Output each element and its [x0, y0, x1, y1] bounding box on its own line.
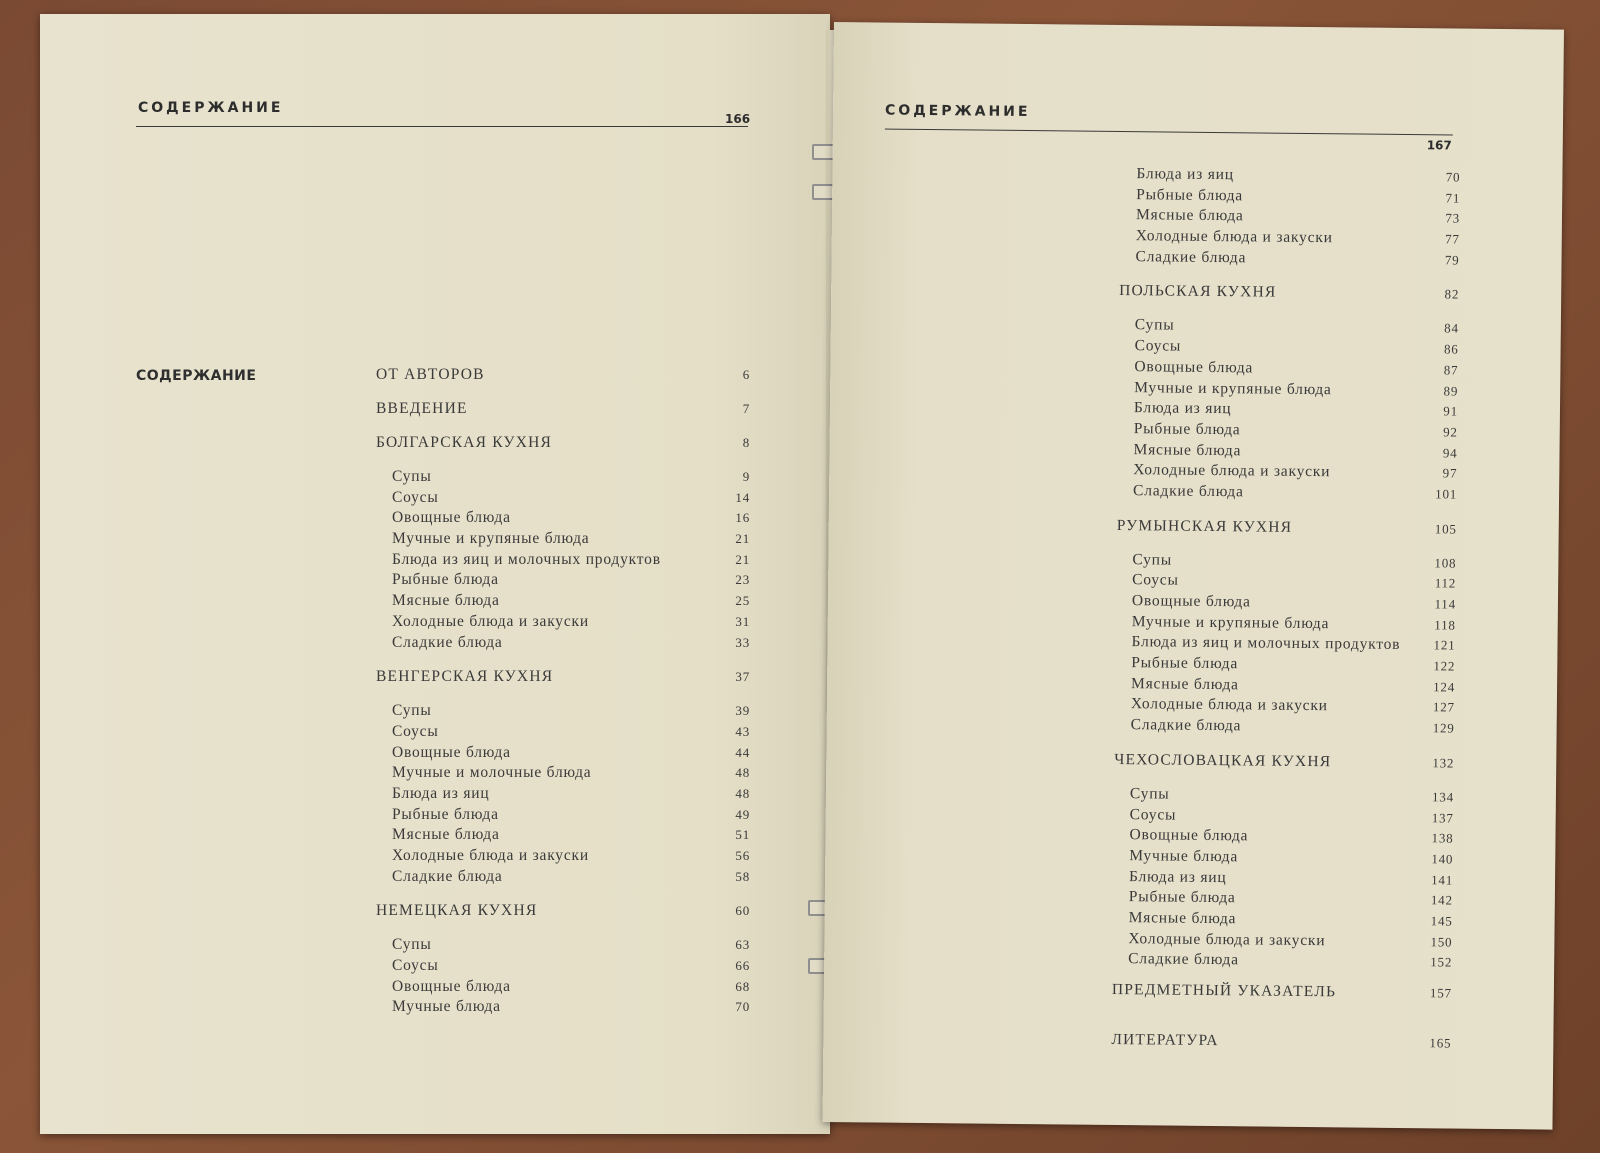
header-rule — [136, 126, 748, 127]
toc-entry-label: Мясные блюда — [392, 592, 500, 610]
toc-page-number: 121 — [1433, 637, 1456, 653]
toc-page-number: 157 — [1429, 985, 1452, 1001]
toc-entry-label: Овощные блюда — [1131, 592, 1251, 611]
toc-entry-label: Рыбные блюда — [392, 805, 499, 823]
toc-entry-label: Мучные блюда — [1129, 847, 1239, 866]
toc-entry-label: Холодные блюда и закуски — [1133, 461, 1331, 481]
toc-page-number: 82 — [1444, 286, 1460, 302]
toc-page-number: 37 — [735, 669, 750, 685]
toc-page-number: 165 — [1429, 1035, 1452, 1051]
toc-page-number: 16 — [735, 510, 750, 526]
toc-entry-label: БОЛГАРСКАЯ КУХНЯ — [376, 434, 553, 451]
toc-entry-label: Супы — [392, 936, 432, 954]
toc-entry-label: Овощные блюда — [392, 977, 511, 995]
toc-page-number: 25 — [735, 593, 750, 609]
toc-page-number: 142 — [1430, 892, 1453, 908]
toc-entry — [376, 702, 750, 723]
toc-page-number: 127 — [1432, 699, 1455, 715]
toc-page-number: 118 — [1434, 617, 1456, 633]
right-page — [822, 22, 1563, 1130]
toc-entry — [376, 723, 750, 744]
toc-entry — [376, 468, 750, 489]
toc-page-number: 140 — [1431, 851, 1454, 867]
toc-page-number: 91 — [1443, 403, 1459, 419]
toc-entry — [376, 978, 750, 999]
toc-entry-label: Рыбные блюда — [1136, 185, 1244, 204]
toc-section — [1114, 751, 1454, 789]
toc-page-number: 48 — [735, 765, 750, 781]
toc-entry — [1117, 482, 1457, 506]
toc-entry-label: Блюда из яиц — [1136, 165, 1234, 184]
toc-entry — [376, 592, 750, 613]
toc-page-number: 150 — [1430, 933, 1453, 950]
toc-page-number: 31 — [735, 613, 750, 629]
toc-entry-label: Блюда из яиц и молочных продуктов — [392, 550, 661, 568]
toc-page-number: 9 — [742, 469, 750, 484]
toc-entry — [1115, 716, 1455, 740]
toc-page-number: 23 — [735, 572, 750, 588]
toc-entry — [376, 613, 750, 634]
toc-page-number: 43 — [735, 723, 750, 739]
toc-entry-label: Мучные и молочные блюда — [392, 764, 592, 782]
toc-page-number: 56 — [735, 848, 750, 863]
toc-entry-label: Сладкие блюда — [392, 867, 503, 885]
toc-entry-label: Супы — [1129, 784, 1170, 803]
toc-page-number: 137 — [1431, 809, 1454, 826]
toc-entry — [376, 489, 750, 510]
toc-entry-label: Сладкие блюда — [392, 633, 503, 651]
toc-entry-label: ОТ АВТОРОВ — [376, 366, 485, 383]
toc-entry-label: НЕМЕЦКАЯ КУХНЯ — [376, 902, 538, 920]
toc-entry — [376, 847, 750, 868]
toc-page-number: 60 — [735, 903, 750, 919]
toc-page-number: 87 — [1443, 362, 1459, 378]
toc-entry-label: Мясные блюда — [1133, 440, 1242, 459]
toc-entry-label: ЧЕХОСЛОВАЦКАЯ КУХНЯ — [1114, 750, 1332, 771]
toc-entry-label: Овощные блюда — [1129, 826, 1249, 845]
toc-page-number: 124 — [1433, 679, 1456, 695]
toc-entry-label: Холодные блюда и закуски — [1135, 227, 1333, 247]
left-page — [40, 14, 830, 1134]
toc-section — [1119, 282, 1459, 320]
toc-entry-label: Соусы — [392, 722, 439, 740]
toc-section — [1111, 1031, 1451, 1075]
toc-entry-label: Овощные блюда — [1134, 357, 1254, 377]
toc-section — [376, 366, 750, 400]
toc-entry — [376, 998, 750, 1019]
toc-entry-label: Блюда из яиц — [392, 784, 490, 802]
toc-entry-label: Супы — [392, 468, 432, 485]
toc-entry-label: ЛИТЕРАТУРА — [1111, 1030, 1219, 1050]
toc-page-number: 48 — [735, 785, 750, 801]
page-number: 166 — [725, 112, 751, 126]
toc-entry-label: Рыбные блюда — [1133, 420, 1241, 439]
toc-page-number: 39 — [735, 703, 750, 719]
toc-page-number: 86 — [1443, 341, 1459, 357]
toc-entry — [376, 868, 750, 889]
toc-entry-label: Сладкие блюда — [1130, 716, 1242, 735]
toc-entry-label: Рыбные блюда — [1128, 888, 1236, 907]
toc-entry-label: Мясные блюда — [1131, 674, 1239, 694]
toc-entry-label: Холодные блюда и закуски — [1130, 695, 1328, 715]
toc-section — [376, 400, 750, 434]
toc-page-number: 79 — [1444, 252, 1460, 268]
toc-page-number: 92 — [1443, 424, 1458, 440]
toc-entry-label: Супы — [1134, 316, 1175, 335]
toc-entry-label: Холодные блюда и закуски — [1128, 929, 1326, 949]
toc-entry-label: Мучные и крупяные блюда — [1131, 612, 1330, 632]
toc-entry-label: Соусы — [392, 957, 439, 975]
toc-entry — [376, 530, 750, 551]
section-title: СОДЕРЖАНИЕ — [136, 368, 257, 384]
toc-page-number: 44 — [735, 744, 750, 760]
toc-entry — [1119, 248, 1459, 272]
toc-entry — [376, 936, 750, 957]
toc-page-number: 14 — [735, 489, 750, 505]
toc-entry-label: Мясные блюда — [392, 826, 500, 844]
toc-section — [1112, 981, 1452, 1025]
header-rule — [885, 129, 1453, 136]
toc-entry-label: Мясные блюда — [1135, 206, 1244, 225]
toc-section — [376, 668, 750, 702]
toc-page-number: 8 — [742, 435, 750, 450]
toc-page-number: 114 — [1434, 596, 1457, 612]
toc-entry-label: Рыбные блюда — [392, 571, 499, 589]
toc-page-number: 7 — [742, 401, 750, 416]
toc-entry-label: Мучные и крупяные блюда — [392, 530, 590, 548]
toc-entry-label: Блюда из яиц и молочных продуктов — [1131, 633, 1401, 654]
toc-entry-label: Супы — [392, 702, 432, 720]
toc-page-number: 49 — [735, 806, 750, 822]
toc-page-number: 58 — [735, 868, 750, 884]
toc-page-number: 122 — [1433, 658, 1456, 674]
toc-entry — [376, 785, 750, 806]
toc-page-number: 132 — [1432, 755, 1455, 771]
toc-entry-label: Соусы — [1134, 337, 1182, 355]
toc-entry — [376, 806, 750, 827]
toc-entry-label: Холодные блюда и закуски — [392, 612, 589, 630]
toc-entry-label: Супы — [1132, 550, 1173, 569]
toc-entry — [376, 571, 750, 592]
toc-entry-label: Блюда из яиц — [1128, 867, 1227, 886]
toc-page-number: 129 — [1432, 720, 1455, 736]
toc-entry-label: Сладкие блюда — [1128, 950, 1239, 969]
running-head: СОДЕРЖАНИЕ — [138, 100, 284, 116]
toc-page-number: 73 — [1445, 210, 1461, 226]
toc-page-number: 21 — [735, 531, 750, 547]
toc-entry — [376, 826, 750, 847]
toc-page-number: 145 — [1430, 913, 1453, 929]
toc-page-number: 112 — [1434, 575, 1457, 591]
toc-entry-label: ПОЛЬСКАЯ КУХНЯ — [1119, 282, 1277, 302]
toc-page-number: 68 — [735, 978, 750, 994]
toc-page-number: 71 — [1445, 190, 1461, 206]
toc-entry-label: ВВЕДЕНИЕ — [376, 400, 468, 417]
page-number: 167 — [1426, 138, 1452, 153]
toc-page-number: 70 — [735, 999, 750, 1015]
toc-entry-label: Овощные блюда — [392, 509, 511, 527]
toc-entry-label: Овощные блюда — [392, 743, 511, 761]
table-of-contents — [376, 366, 750, 1019]
table-of-contents — [1111, 165, 1460, 1075]
toc-entry-label: ПРЕДМЕТНЫЙ УКАЗАТЕЛЬ — [1111, 980, 1337, 1001]
toc-page-number: 152 — [1430, 954, 1453, 970]
toc-page-number: 6 — [742, 367, 750, 382]
toc-entry — [376, 551, 750, 572]
toc-entry-label: Мучные блюда — [392, 998, 501, 1016]
running-head: СОДЕРЖАНИЕ — [884, 102, 1031, 121]
toc-entry-label: Мясные блюда — [1128, 909, 1237, 928]
toc-entry-label: Мучные и крупяные блюда — [1134, 378, 1332, 398]
toc-page-number: 97 — [1442, 465, 1458, 481]
toc-page-number: 51 — [735, 827, 750, 843]
toc-page-number: 70 — [1445, 169, 1461, 185]
toc-page-number: 108 — [1434, 554, 1457, 571]
toc-entry-label: Блюда из яиц — [1133, 399, 1232, 418]
toc-section — [1116, 517, 1456, 555]
toc-entry-label: Сладкие блюда — [1135, 247, 1247, 267]
toc-entry-label: Соусы — [1129, 805, 1177, 824]
toc-entry — [376, 957, 750, 978]
toc-section — [376, 902, 750, 936]
toc-page-number: 105 — [1434, 520, 1457, 537]
toc-section — [376, 434, 750, 468]
toc-page-number: 66 — [735, 958, 750, 974]
toc-page-number: 134 — [1431, 789, 1454, 805]
toc-entry — [1112, 950, 1452, 974]
toc-entry-label: ВЕНГЕРСКАЯ КУХНЯ — [376, 668, 554, 686]
toc-entry — [376, 744, 750, 765]
toc-entry — [376, 764, 750, 785]
toc-page-number: 77 — [1445, 231, 1460, 247]
toc-entry — [376, 509, 750, 530]
toc-entry-label: Соусы — [1132, 571, 1179, 589]
toc-entry-label: РУМЫНСКАЯ КУХНЯ — [1116, 516, 1293, 536]
toc-entry — [376, 634, 750, 655]
toc-page-number: 89 — [1443, 382, 1459, 399]
toc-page-number: 63 — [735, 937, 750, 953]
toc-page-number: 33 — [735, 634, 750, 650]
toc-entry-label: Сладкие блюда — [1133, 482, 1244, 501]
toc-page-number: 138 — [1431, 830, 1454, 846]
toc-entry-label: Соусы — [392, 488, 439, 506]
toc-page-number: 101 — [1435, 486, 1458, 502]
toc-page-number: 94 — [1442, 444, 1458, 461]
toc-entry-label: Холодные блюда и закуски — [392, 847, 589, 864]
toc-entry-label: Рыбные блюда — [1131, 654, 1239, 673]
toc-page-number: 21 — [735, 551, 750, 567]
toc-page-number: 84 — [1444, 320, 1459, 336]
toc-page-number: 141 — [1431, 871, 1454, 888]
